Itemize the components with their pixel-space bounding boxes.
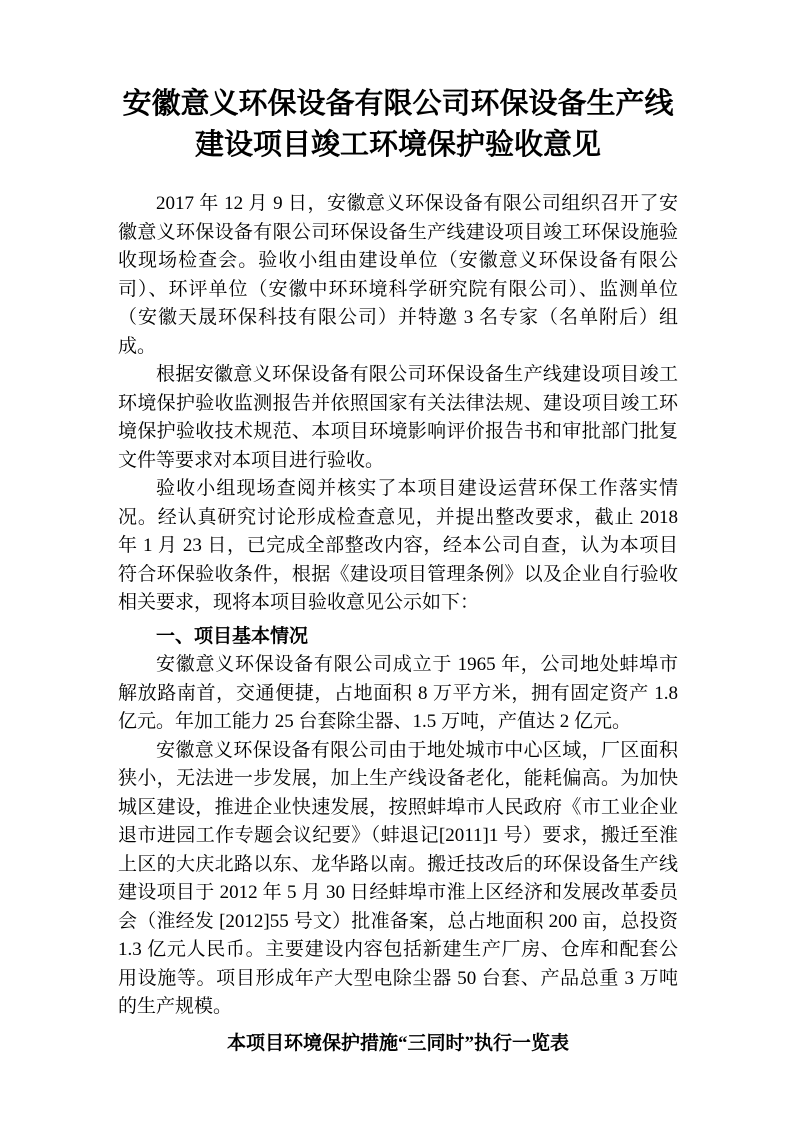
paragraph-acceptance-basis: 根据安徽意义环保设备有限公司环保设备生产线建设项目竣工环境保护验收监测报告并依照国家有关法律法规、建设项目竣工环境保护验收技术规范、本项目环境影响评价报告书和审批部门批复文件等要求对本项目进行验收。 (118, 364, 678, 471)
document-title-line1: 安徽意义环保设备有限公司环保设备生产线 (122, 88, 674, 120)
paragraph-company-profile: 安徽意义环保设备有限公司成立于 1965 年，公司地处蚌埠市解放路南首，交通便捷，占地面积 8 万平方米，拥有固定资产 1.8 亿元。年加工能力 25 台套除尘器、1.5 万吨，产值达 2 亿元。 (118, 654, 678, 732)
paragraph-review-conclusion: 验收小组现场查阅并核实了本项目建设运营环保工作落实情况。经认真研究讨论形成检查意见，并提出整改要求，截止 2018 年 1 月 23 日，已完成全部整改内容，经本公司自查，认为本项目符合环保验收条件，根据《建设项目管理条例》以及企业自行验收相关要求，现将本项目验收意见公示如下： (118, 478, 678, 613)
table-caption-three-simultaneous: 本项目环境保护措施“三同时”执行一览表 (226, 1032, 569, 1054)
section-heading-project-overview: 一、项目基本情况 (156, 625, 309, 647)
paragraph-relocation-project: 安徽意义环保设备有限公司由于地处城市中心区域，厂区面积狭小，无法进一步发展，加上生产线设备老化，能耗偏高。为加快城区建设，推进企业快速发展，按照蚌埠市人民政府《市工业企业退市进园工作专题会议纪要》（蚌退记[2011]1 号）要求，搬迁至淮上区的大庆北路以东、龙华路以南。搬迁技改后的环保设备生产线建设项目于 2012 年 5 月 30 日经蚌埠市淮上区经济和发展改革委员会（淮经发 [2012]55 号文）批准备案，总占地面积 200 亩，总投资 1.3 亿元人民币。主要建设内容包括新建生产厂房、仓库和配套公用设施等。项目形成年产大型电除尘器 50 台套、产品总重 3 万吨的生产规模。 (118, 739, 678, 1017)
paragraph-acceptance-meeting: 2017 年 12 月 9 日，安徽意义环保设备有限公司组织召开了安徽意义环保设备有限公司环保设备生产线建设项目竣工环保设施验收现场检查会。验收小组由建设单位（安徽意义环保设备有限公司）、环评单位（安徽中环环境科学研究院有限公司）、监测单位（安徽天晟环保科技有限公司）并特邀 3 名专家（名单附后）组成。 (118, 193, 678, 357)
document-content (118, 84, 678, 1058)
document-title-line2: 建设项目竣工环境保护验收意见 (194, 129, 601, 161)
document-title (118, 84, 678, 166)
